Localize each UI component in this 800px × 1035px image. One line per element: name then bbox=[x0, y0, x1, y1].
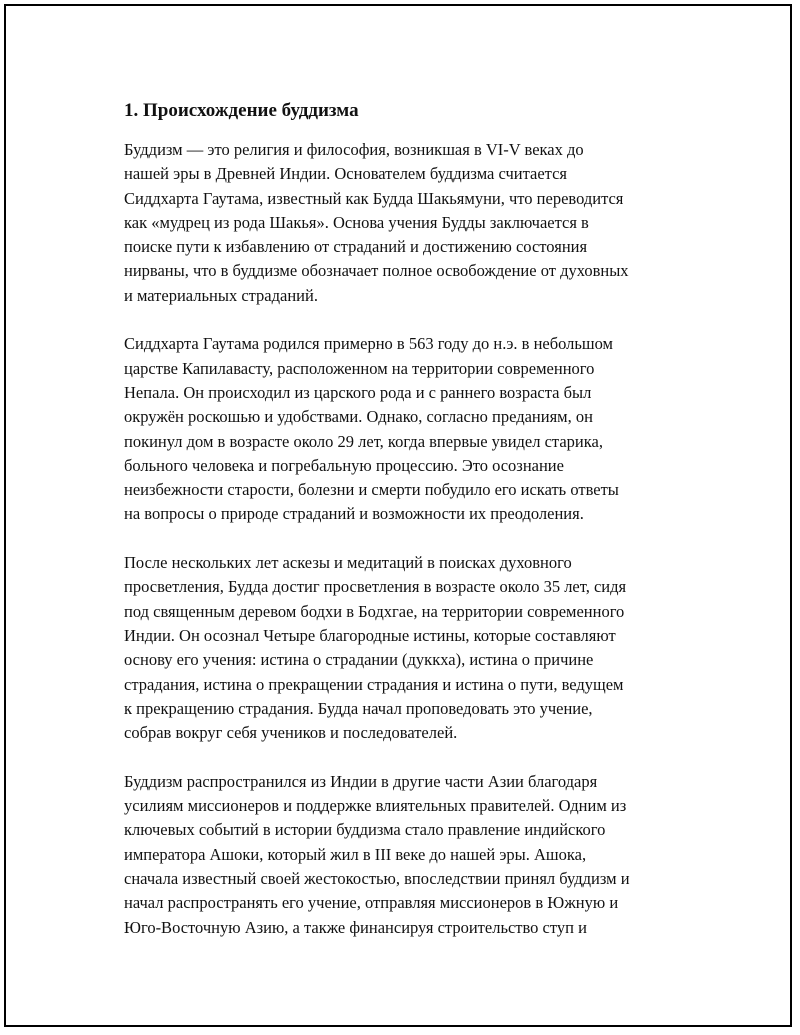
page-frame bbox=[4, 4, 792, 1027]
text-line: Непала. Он происходил из царского рода и с раннего возраста был bbox=[124, 382, 592, 402]
text-line: нирваны, что в буддизме обозначает полное освобождение от духовных bbox=[124, 261, 629, 281]
text-line: Буддизм распространился из Индии в другие части Азии благодаря bbox=[124, 771, 598, 791]
text-line: Индии. Он осознал Четыре благородные истины, которые составляют bbox=[124, 625, 616, 645]
section-heading: 1. Происхождение буддизма bbox=[124, 100, 359, 121]
text-line: нашей эры в Древней Индии. Основателем буддизма считается bbox=[124, 164, 567, 184]
text-line: просветления, Будда достиг просветления в возрасте около 35 лет, сидя bbox=[124, 577, 627, 597]
text-line: Сиддхарта Гаутама родился примерно в 563 году до н.э. в небольшом bbox=[124, 334, 613, 354]
text-line: на вопросы о природе страданий и возможности их преодоления. bbox=[124, 504, 584, 524]
paragraph-3 bbox=[124, 551, 704, 745]
text-line: После нескольких лет аскезы и медитаций в поисках духовного bbox=[124, 553, 572, 573]
text-line: Буддизм — это религия и философия, возникшая в VI-V веках до bbox=[124, 140, 584, 159]
text-line: страдания, истина о прекращении страдания и истина о пути, ведущем bbox=[124, 674, 624, 694]
text-line: царстве Капилавасту, расположенном на территории современного bbox=[124, 358, 595, 378]
text-line: неизбежности старости, болезни и смерти побудило его искать ответы bbox=[124, 480, 619, 500]
text-line: императора Ашоки, который жил в III веке до нашей эры. Ашока, bbox=[124, 844, 587, 864]
text-line: поиске пути к избавлению от страданий и достижению состояния bbox=[124, 237, 588, 257]
text-line: начал распространять его учение, отправляя миссионеров в Южную и bbox=[124, 893, 619, 913]
text-line: сначала известный своей жестокостью, впоследствии принял буддизм и bbox=[124, 868, 630, 888]
text-line: к прекращению страдания. Будда начал проповедовать это учение, bbox=[124, 698, 593, 718]
paragraph-4 bbox=[124, 770, 704, 940]
text-line: усилиям миссионеров и поддержке влиятельных правителей. Одним из bbox=[124, 796, 627, 816]
text-line: ключевых событий в истории буддизма стало правление индийского bbox=[124, 820, 606, 840]
text-line: как «мудрец из рода Шакья». Основа учения Будды заключается в bbox=[124, 212, 589, 232]
text-line: и материальных страданий. bbox=[124, 285, 318, 305]
text-line: окружён роскошью и удобствами. Однако, согласно преданиям, он bbox=[124, 407, 593, 427]
text-line: больного человека и погребальную процессию. Это осознание bbox=[124, 455, 564, 475]
text-line: Сиддхарта Гаутама, известный как Будда Шакьямуни, что переводится bbox=[124, 188, 624, 208]
paragraph-2 bbox=[124, 332, 704, 526]
text-line: под священным деревом бодхи в Бодхгае, на территории современного bbox=[124, 601, 625, 621]
text-line: собрав вокруг себя учеников и последователей. bbox=[124, 723, 458, 743]
text-line: покинул дом в возрасте около 29 лет, когда впервые увидел старика, bbox=[124, 431, 603, 451]
document-body bbox=[124, 96, 704, 964]
text-line: основу его учения: истина о страдании (дуккха), истина о причине bbox=[124, 650, 594, 670]
paragraph-1 bbox=[124, 138, 704, 308]
text-line: Юго-Восточную Азию, а также финансируя строительство ступ и bbox=[124, 917, 587, 937]
